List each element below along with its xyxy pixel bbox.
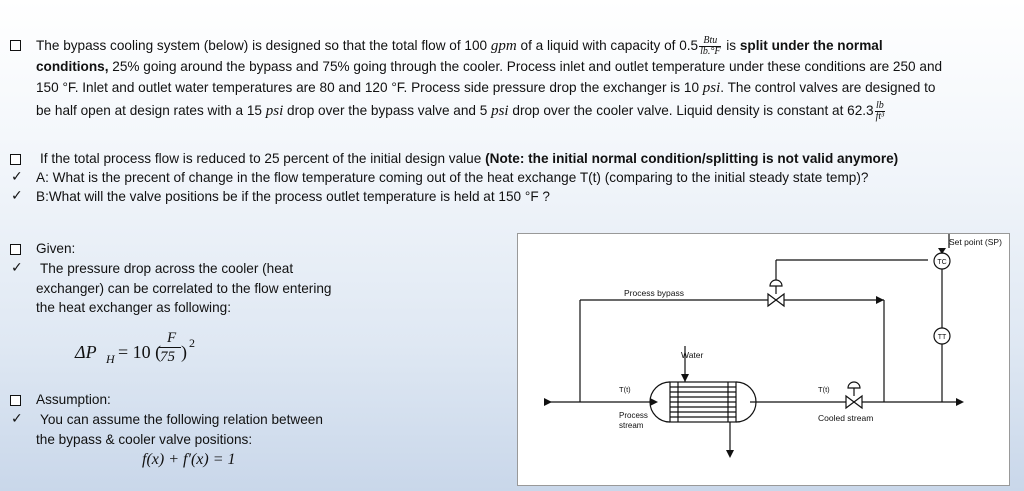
problem-text: drop over the bypass valve and 5 xyxy=(287,103,488,119)
question-note: (Note: the initial normal condition/splitting is not valid anymore) xyxy=(485,151,899,166)
outlet-arrow-icon xyxy=(956,398,964,406)
problem-bold-text: split under the normal xyxy=(739,38,883,54)
tt-label: TT xyxy=(937,334,947,341)
assumption-line-2: the bypass & cooler valve positions: xyxy=(36,432,253,447)
problem-line-1 xyxy=(36,36,883,57)
valve-relation-equation: f(x) + f′(x) = 1 xyxy=(142,451,236,468)
problem-text: The bypass cooling system (below) is designed so that the total flow of 100 xyxy=(36,38,488,54)
eq-coefficient: = 10 ( xyxy=(118,342,162,362)
inlet-temp-label: T(t) xyxy=(619,385,631,394)
density-unit-num: lb xyxy=(876,100,884,111)
unit-psi: psi xyxy=(491,103,509,120)
eq-fraction-bar xyxy=(159,347,181,348)
check-icon: ✓ xyxy=(11,411,23,427)
problem-text: 25% going around the bypass and 75% going through the cooler. Process inlet and outlet temperature under these conditions are 250 and xyxy=(112,59,943,74)
checkbox-bullet-question xyxy=(10,154,21,165)
given-line-2: exchanger) can be correlated to the flow entering xyxy=(36,281,332,296)
problem-text: of a liquid with capacity of 0.5 xyxy=(520,38,699,54)
outlet-temp-label: T(t) xyxy=(818,385,830,394)
question-intro xyxy=(40,150,898,168)
unit-psi: psi xyxy=(265,103,284,120)
water-label: Water xyxy=(681,350,704,360)
water-out-arrow-icon xyxy=(726,450,734,458)
hx-inlet-arrow-icon xyxy=(650,398,658,406)
tc-label: TC xyxy=(937,259,947,266)
problem-line-3 xyxy=(36,79,935,97)
unit-gpm: gpm xyxy=(490,38,517,55)
capacity-unit-den: lb.°F xyxy=(700,46,721,57)
eq-subscript: H xyxy=(106,352,115,366)
given-line-1: The pressure drop across the cooler (heat xyxy=(40,261,294,276)
question-b: B:What will the valve positions be if the process outlet temperature is held at 150 °F ? xyxy=(36,189,550,204)
problem-bold-text: conditions, xyxy=(36,59,109,74)
problem-text: drop over the cooler valve. Liquid density is constant at 62.3 xyxy=(512,103,874,119)
process-stream-label: Process xyxy=(619,411,648,420)
cooler-valve-icon xyxy=(846,396,862,408)
problem-text: 150 °F. Inlet and outlet water temperatures are 80 and 120 °F. Process side pressure drop the exchanger is 10 xyxy=(36,80,699,95)
eq-numerator: F xyxy=(167,330,177,346)
check-icon: ✓ xyxy=(11,169,23,185)
check-icon: ✓ xyxy=(11,260,23,276)
problem-line-2 xyxy=(36,58,942,76)
unit-psi: psi xyxy=(702,80,721,96)
capacity-unit xyxy=(699,36,721,57)
problem-text: . The control valves are designed to xyxy=(720,80,936,95)
check-icon: ✓ xyxy=(11,188,23,204)
checkbox-bullet-assumption xyxy=(10,395,21,406)
problem-line-4 xyxy=(36,101,886,122)
assumption-line-1: You can assume the following relation between xyxy=(40,412,323,427)
eq-denominator: 75 xyxy=(160,349,175,365)
eq-exponent: 2 xyxy=(189,336,195,350)
bypass-valve-actuator xyxy=(770,280,782,286)
problem-text: be half open at design rates with a 15 xyxy=(36,103,262,119)
process-bypass-label: Process bypass xyxy=(624,288,684,298)
eq-close-paren: ) xyxy=(181,342,187,362)
bypass-flow-arrow-icon xyxy=(876,296,884,304)
checkbox-bullet-problem xyxy=(10,40,21,51)
density-unit xyxy=(875,101,886,122)
inlet-arrow-icon xyxy=(544,398,552,406)
bypass-cooling-diagram xyxy=(517,233,1010,486)
checkbox-bullet-given xyxy=(10,244,21,255)
bypass-valve-icon xyxy=(768,294,784,306)
diagram-svg xyxy=(518,234,1009,485)
assumption-title: Assumption: xyxy=(36,392,111,407)
cooler-valve-actuator xyxy=(848,382,860,388)
capacity-unit-num: Btu xyxy=(699,36,721,47)
given-title: Given: xyxy=(36,241,76,256)
density-unit-den: ft³ xyxy=(875,111,885,122)
question-a: A: What is the precent of change in the flow temperature coming out of the heat exchange T(t) (comparing to the initial steady state temp)? xyxy=(36,170,869,185)
water-in-arrow-icon xyxy=(681,374,689,382)
problem-text: is xyxy=(726,38,737,54)
question-text: If the total process flow is reduced to 25 percent of the initial design value xyxy=(40,151,482,166)
cooled-stream-label: Cooled stream xyxy=(818,413,874,423)
eq-delta-p: ΔP xyxy=(75,342,97,362)
given-line-3: the heat exchanger as following: xyxy=(36,300,231,315)
setpoint-label: Set point (SP) xyxy=(949,237,1002,247)
process-stream-label-2: stream xyxy=(619,421,644,430)
